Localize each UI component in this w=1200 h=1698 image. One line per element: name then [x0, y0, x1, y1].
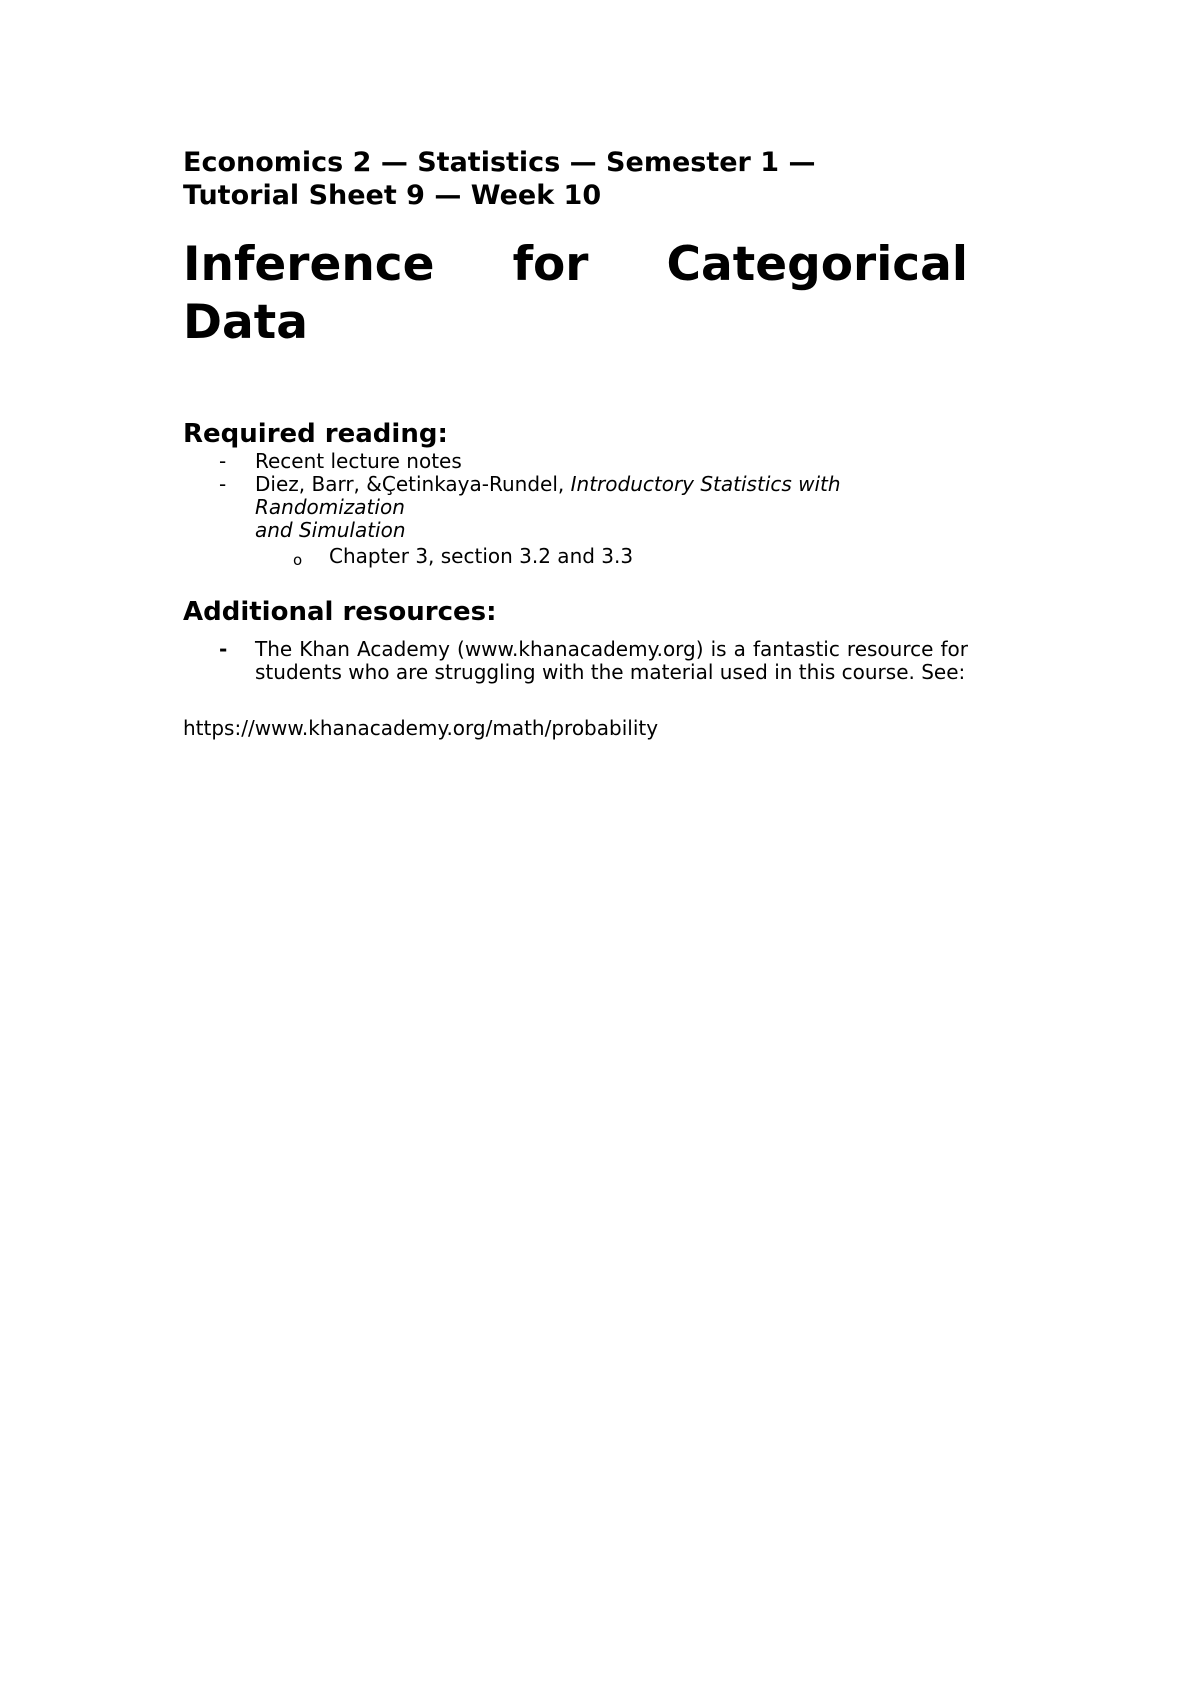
khan-academy-link[interactable]: https://www.khanacademy.org/math/probability [183, 716, 659, 740]
course-header-line-2: Tutorial Sheet 9 — Week 10 [183, 180, 602, 211]
book-title-part-1: Introductory Statistics with Randomization [255, 472, 841, 519]
list-item [183, 473, 968, 568]
required-reading-heading: Required reading: [183, 419, 448, 449]
sub-list-item-text: Chapter 3, section 3.2 and 3.3 [329, 544, 634, 568]
page-title [183, 236, 968, 352]
page-title-line-2: Data [183, 295, 308, 350]
additional-resources-heading: Additional resources: [183, 597, 497, 627]
list-item-text: The Khan Academy (www.khanacademy.org) is a fantastic resource for students who are struggling with the material used in this course. See: [255, 637, 968, 684]
list-item-text: Recent lecture notes [255, 449, 462, 473]
book-title-part-2: and Simulation [255, 518, 406, 542]
dash-bullet: - [219, 472, 227, 496]
sub-list-item [183, 544, 968, 568]
required-reading-list [183, 450, 968, 568]
circle-bullet: o [293, 551, 303, 569]
page-title-line-1: Inference for Categorical [183, 237, 968, 292]
list-item [183, 638, 968, 684]
book-authors: Diez, Barr, &Çetinkaya-Rundel, [255, 472, 571, 496]
page-content [183, 146, 968, 740]
course-header-line-1: Economics 2 — Statistics — Semester 1 — [183, 147, 816, 178]
list-item [183, 450, 968, 473]
dash-bullet: - [219, 449, 227, 473]
additional-resources-list [183, 638, 968, 684]
dash-bullet: - [219, 637, 228, 661]
sub-list [255, 544, 968, 568]
